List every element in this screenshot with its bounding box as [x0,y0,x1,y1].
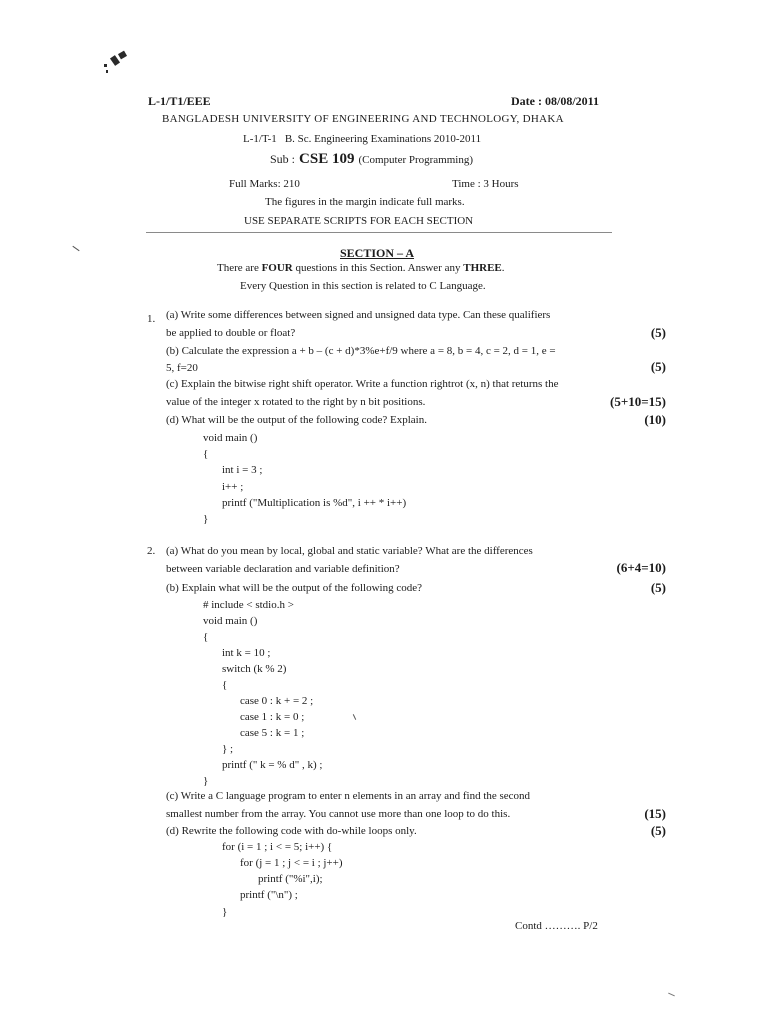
q1-part-a-cont: be applied to double or float? [166,327,296,339]
code-line: case 5 : k = 1 ; [240,727,305,739]
code-line: for (j = 1 ; j < = i ; j++) [240,857,343,869]
code-line: } [203,513,209,525]
code-line: printf (" k = % d" , k) ; [222,759,323,771]
q1-part-b-cont: 5, f=20 [166,362,198,374]
q1-c-marks: (5+10=15) [610,394,666,409]
q2-part-c: (c) Write a C language program to enter n elements in an array and find the second [166,790,531,802]
exam-title: L-1/T-1 B. Sc. Engineering Examinations 2010-2011 [243,133,482,145]
exam-time: Time : 3 Hours [452,178,519,190]
q1-part-c: (c) Explain the bitwise right shift operator. Write a function rightrot (x, n) that returns the [166,378,559,390]
code-line: printf ("%i",i); [258,873,323,885]
scripts-note: USE SEPARATE SCRIPTS FOR EACH SECTION [244,215,474,227]
q1-part-d: (d) What will be the output of the following code? Explain. [166,414,427,426]
code-line: case 1 : k = 0 ; [240,711,305,723]
q2-number: 2. [147,545,156,557]
code-line: void main () [203,432,258,444]
section-note: Every Question in this section is related to C Language. [240,280,486,292]
code-line: # include < stdio.h > [203,599,294,611]
q2-part-a: (a) What do you mean by local, global and static variable? What are the differences [166,545,533,557]
continued-note: Contd ………. P/2 [515,920,598,932]
code-line: } ; [222,743,234,755]
scan-tick [72,246,79,251]
code-line: printf ("\n") ; [240,889,298,901]
q2-part-c-cont: smallest number from the array. You cannot use more than one loop to do this. [166,808,511,820]
code-line: } [222,906,228,918]
q2-part-a-cont: between variable declaration and variable definition? [166,563,400,575]
code-line: i++ ; [222,481,244,493]
exam-code: L-1/T1/EEE [148,94,211,108]
full-marks: Full Marks: 210 [229,178,300,190]
code-line: for (i = 1 ; i < = 5; i++) { [222,841,333,853]
scan-tick [353,714,356,720]
q2-d-marks: (5) [650,823,666,838]
code-line: int k = 10 ; [222,647,271,659]
header-divider [146,232,612,233]
code-line: { [203,631,209,643]
q2-part-b: (b) Explain what will be the output of the following code? [166,582,422,594]
section-title: SECTION – A [340,246,415,260]
code-line: void main () [203,615,258,627]
q1-part-b: (b) Calculate the expression a + b – (c + d)*3%e+f/9 where a = 8, b = 4, c = 2, d = 1, e = [166,345,556,357]
margin-note: The figures in the margin indicate full marks. [265,196,465,208]
code-line: { [203,448,209,460]
q1-b-marks: (5) [650,359,666,374]
code-line: switch (k % 2) [222,663,287,675]
code-line: printf ("Multiplication is %d", i ++ * i++) [222,497,407,509]
q2-a-marks: (6+4=10) [616,560,666,575]
q2-part-d: (d) Rewrite the following code with do-while loops only. [166,825,417,837]
subject-line: Sub : CSE 109 (Computer Programming) [270,151,474,167]
code-line: { [222,679,228,691]
q2-c-marks: (15) [644,806,666,821]
scan-dot [106,70,108,73]
code-line: } [203,775,209,787]
q1-a-marks: (5) [650,325,666,340]
q1-number: 1. [147,313,156,325]
q1-part-c-cont: value of the integer x rotated to the right by n bit positions. [166,396,426,408]
scan-smudge [118,51,127,60]
q1-part-a: (a) Write some differences between signed and unsigned data type. Can these qualifiers [166,309,551,321]
university-name: BANGLADESH UNIVERSITY OF ENGINEERING AND TECHNOLOGY, DHAKA [162,113,564,125]
q1-d-marks: (10) [644,412,666,427]
code-line: int i = 3 ; [222,464,263,476]
scan-tick [668,993,675,997]
scan-dot [104,64,107,67]
exam-date: Date : 08/08/2011 [511,94,599,108]
section-instruction: There are FOUR questions in this Section. Answer any THREE. [217,262,505,274]
q2-b-marks: (5) [650,580,666,595]
code-line: case 0 : k + = 2 ; [240,695,314,707]
